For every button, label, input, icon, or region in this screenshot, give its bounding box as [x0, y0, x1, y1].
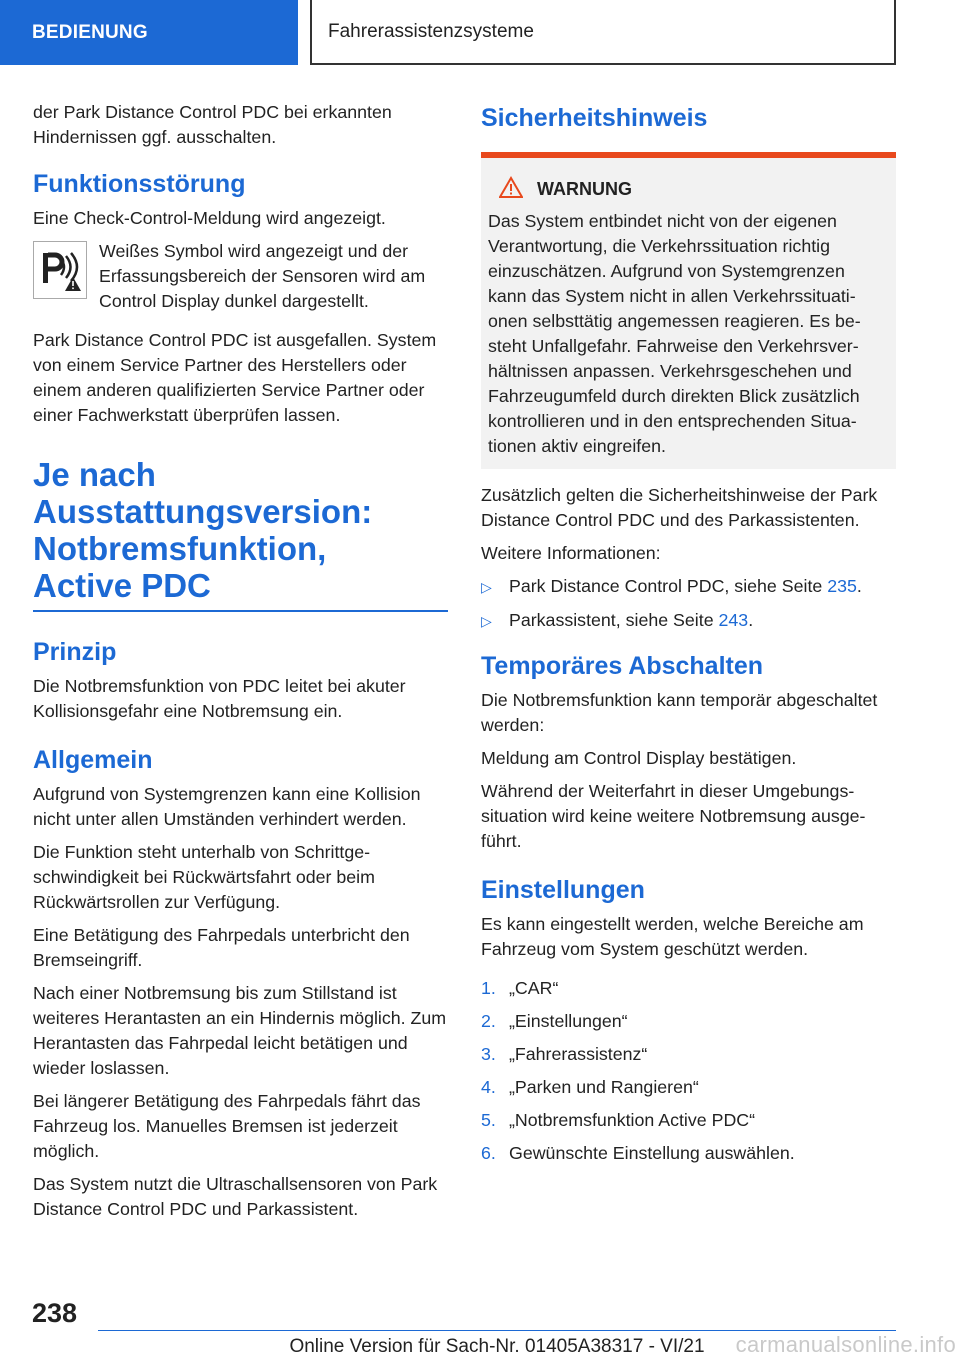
warning-text: Das System entbindet nicht von der eigenen Verantwortung, die Verkehrssituation richtig einzuschätzen. Aufgrund von Systemgrenzen kann das System nicht in allen Verkehrssituationen selbsttätig angemessen reagieren. Es besteht Unfallgefahr. Fahrweise den Verkehrsverhältnissen anpassen. Verkehrsgeschehen und Fahrzeugumfeld durch direkten Blick zusätzlich kontrollieren und in den entsprechenden Situationen aktiv eingreifen.	[488, 211, 861, 456]
step-number: 3.	[481, 1044, 496, 1064]
ausfall-text: Park Distance Control PDC ist ausgefallen. System von einem Service Partner des Herstellers oder einem anderen qualifizierten Service Partner oder einer Fachwerkstatt überprüfen lassen.	[33, 330, 437, 425]
heading-funktionsstoerung: Funktionsstörung	[33, 170, 246, 198]
heading-einstellungen: Einstellungen	[481, 876, 645, 904]
temp-text-2: Meldung am Control Display bestätigen.	[481, 748, 797, 768]
allgemein-text-3: Eine Betätigung des Fahrpedals unterbricht den Bremseingriff.	[33, 925, 410, 970]
list-item	[481, 1009, 896, 1034]
page-number: 238	[32, 1298, 78, 1328]
weitere-info-label: Weitere Informationen:	[481, 543, 661, 563]
reference-list	[481, 574, 896, 634]
zusaetzlich-text: Zusätzlich gelten die Sicherheitshinweise der Park Distance Control PDC und des Parkassistenten.	[481, 485, 878, 530]
intro-text: der Park Distance Control PDC bei erkannten Hindernissen ggf. ausschalten.	[33, 102, 392, 147]
big-title-line-2: Ausstattungsversion:	[33, 493, 373, 530]
step-text: „Notbremsfunktion Active PDC“	[509, 1110, 756, 1130]
list-item	[481, 1075, 896, 1100]
warning-title-row	[488, 176, 888, 203]
section-tab	[0, 0, 298, 65]
allgemein-text-2: Die Funktion steht unterhalb von Schrittgeschwindigkeit bei Rückwärtsfahrt oder beim Rückwärtsrollen zur Verfügung.	[33, 842, 375, 912]
bullet-marker: ▷	[481, 613, 492, 629]
temp-text-3: Während der Weiterfahrt in dieser Umgebungssituation wird keine weitere Notbremsung ausgeführt.	[481, 781, 866, 851]
step-text: „CAR“	[509, 978, 559, 998]
allgemein-text-6: Das System nutzt die Ultraschallsensoren von Park Distance Control PDC und Parkassistent.	[33, 1174, 438, 1219]
step-text: „Fahrerassistenz“	[509, 1044, 648, 1064]
online-version-note: Online Version für Sach-Nr. 01405A38317 - VI/21	[289, 1336, 705, 1357]
heading-allgemein: Allgemein	[33, 746, 153, 774]
chapter-title: Fahrerassistenzsysteme	[328, 20, 534, 42]
list-item	[481, 1141, 896, 1166]
pdc-warning-icon	[33, 241, 87, 299]
bullet-marker: ▷	[481, 579, 492, 595]
footer-divider	[98, 1330, 896, 1331]
allgemein-text-1: Aufgrund von Systemgrenzen kann eine Kollision nicht unter allen Umständen verhindert werden.	[33, 784, 421, 829]
list-item	[481, 1042, 896, 1067]
step-number: 1.	[481, 978, 496, 998]
stoerung-text: Eine Check-Control-Meldung wird angezeigt.	[33, 208, 386, 228]
watermark: carmanualsonline.info	[735, 1332, 956, 1357]
step-text: „Einstellungen“	[509, 1011, 628, 1031]
right-column	[481, 100, 896, 1174]
step-number: 2.	[481, 1011, 496, 1031]
temp-text-1: Die Notbremsfunktion kann temporär abgeschaltet werden:	[481, 690, 878, 735]
heading-sicherheitshinweis: Sicherheitshinweis	[481, 104, 708, 132]
big-title-line-4: Active PDC	[33, 567, 211, 604]
warning-triangle-icon	[499, 176, 523, 203]
page-link-243[interactable]: 243	[718, 610, 749, 630]
allgemein-text-5: Bei längerer Betätigung des Fahrpedals fährt das Fahrzeug los. Manuelles Bremsen ist jederzeit möglich.	[33, 1091, 421, 1161]
big-title-line-3: Notbremsfunktion,	[33, 530, 327, 567]
list-item	[481, 976, 896, 1001]
page-link-235[interactable]: 235	[827, 576, 857, 596]
step-text: Gewünschte Einstellung auswählen.	[509, 1143, 795, 1163]
reference-text: Parkassistent, siehe Seite	[509, 610, 719, 630]
einstellungen-text: Es kann eingestellt werden, welche Bereiche am Fahrzeug vom System geschützt werden.	[481, 914, 864, 959]
list-item: ▷ Park Distance Control PDC, siehe Seite 235.	[481, 574, 896, 600]
reference-text: Park Distance Control PDC, siehe Seite	[509, 576, 828, 596]
step-number: 4.	[481, 1077, 496, 1097]
big-title-line-1: Je nach	[33, 456, 156, 493]
list-item	[481, 1108, 896, 1133]
settings-steps	[481, 976, 896, 1166]
left-column	[33, 100, 448, 1230]
pdc-symbol-text: Weißes Symbol wird angezeigt und der Erfassungsbereich der Sensoren wird am Control Display dunkel dargestellt.	[99, 241, 426, 311]
pdc-symbol-row	[33, 239, 448, 314]
step-number: 5.	[481, 1110, 496, 1130]
step-number: 6.	[481, 1143, 496, 1163]
heading-temporaeres-abschalten: Temporäres Abschalten	[481, 652, 764, 680]
step-text: „Parken und Rangieren“	[509, 1077, 699, 1097]
prinzip-text: Die Notbremsfunktion von PDC leitet bei akuter Kollisionsgefahr eine Notbremsung ein.	[33, 676, 406, 721]
chapter-header	[310, 0, 896, 65]
warning-box	[481, 152, 896, 469]
heading-prinzip: Prinzip	[33, 638, 117, 666]
section-title-notbremsfunktion	[33, 456, 448, 612]
warning-title: WARNUNG	[537, 179, 632, 199]
list-item: ▷ Parkassistent, siehe Seite 243.	[481, 608, 896, 634]
allgemein-text-4: Nach einer Notbremsung bis zum Stillstand ist weiteres Herantasten an ein Hindernis möglich. Zum Herantasten das Fahrpedal leicht betätigen und wieder loslassen.	[33, 983, 447, 1078]
section-title: BEDIENUNG	[32, 21, 148, 43]
